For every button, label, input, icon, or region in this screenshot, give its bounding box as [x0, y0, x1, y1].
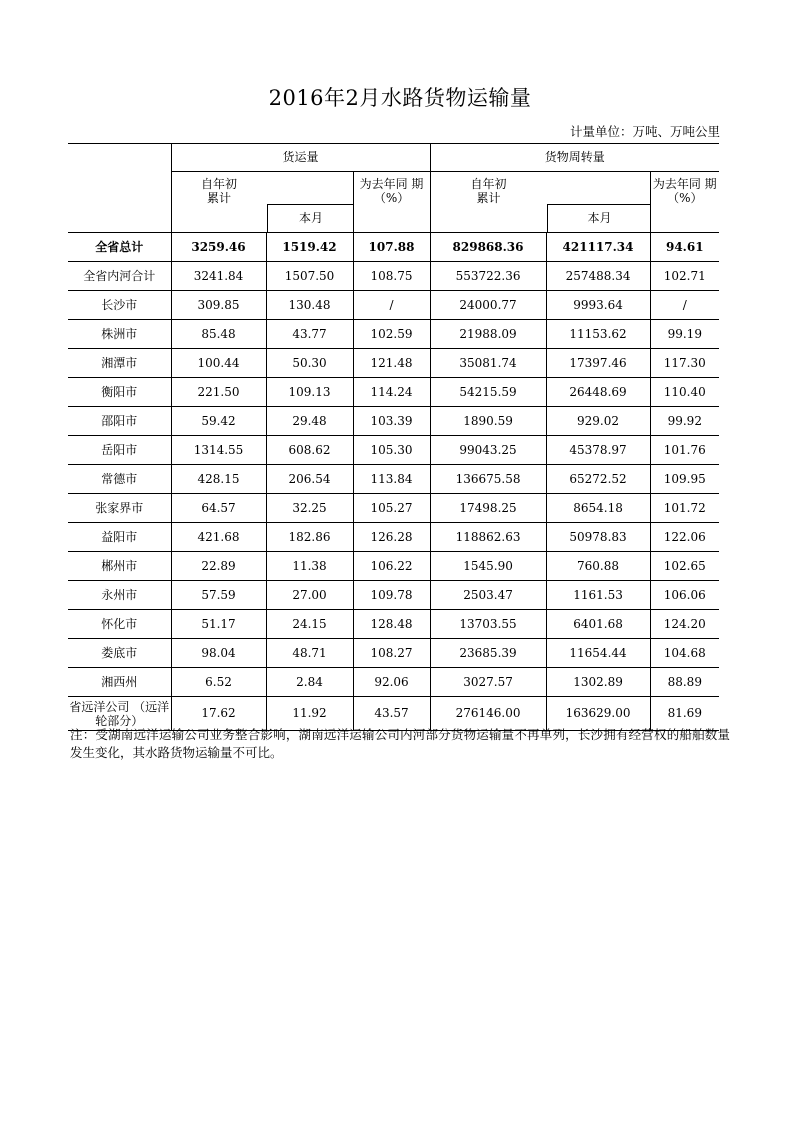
table-row [68, 407, 719, 436]
t-yoy-cell: 109.95 [650, 465, 719, 494]
t-ytd-cell: 35081.74 [430, 349, 546, 378]
t-ytd-cell: 276146.00 [430, 697, 546, 731]
t-ytd-cell: 13703.55 [430, 610, 546, 639]
fv-ytd-cell: 57.59 [171, 581, 266, 610]
fv-yoy-cell: 105.27 [353, 494, 430, 523]
fv-month-cell: 32.25 [266, 494, 353, 523]
table-row [68, 436, 719, 465]
t-month-cell: 17397.46 [546, 349, 650, 378]
t-month-cell: 760.88 [546, 552, 650, 581]
t-yoy-cell: 99.19 [650, 320, 719, 349]
region-cell: 衡阳市 [68, 378, 171, 407]
t-ytd-cell: 24000.77 [430, 291, 546, 320]
table-row [68, 320, 719, 349]
region-cell: 郴州市 [68, 552, 171, 581]
fv-yoy-cell: 126.28 [353, 523, 430, 552]
region-cell: 张家界市 [68, 494, 171, 523]
table-row [68, 581, 719, 610]
fv-yoy-cell: 103.39 [353, 407, 430, 436]
fv-yoy-cell: 128.48 [353, 610, 430, 639]
fv-month-cell: 50.30 [266, 349, 353, 378]
t-yoy-cell: 94.61 [650, 233, 719, 262]
header-freight-volume: 货运量 [171, 144, 430, 172]
header-fv-ytd [171, 172, 353, 233]
page-title: 2016年2月水路货物运输量 [268, 86, 532, 110]
footnote: 注：受湖南远洋运输公司业务整合影响，湖南远洋运输公司内河部分货物运输量不再单列，长沙拥有经营权的船舶数量发生变化，其水路货物运输量不可比。 [70, 727, 730, 760]
header-row-1 [68, 144, 719, 172]
t-month-cell: 50978.83 [546, 523, 650, 552]
t-month-cell: 163629.00 [546, 697, 650, 731]
region-cell: 全省总计 [68, 233, 171, 262]
t-ytd-cell: 1545.90 [430, 552, 546, 581]
table-row [68, 233, 719, 262]
fv-ytd-cell: 98.04 [171, 639, 266, 668]
fv-ytd-cell: 3259.46 [171, 233, 266, 262]
fv-ytd-cell: 428.15 [171, 465, 266, 494]
fv-month-cell: 2.84 [266, 668, 353, 697]
region-cell: 长沙市 [68, 291, 171, 320]
fv-yoy-cell: 107.88 [353, 233, 430, 262]
header-fv-ytd-label: 自年初 累计 [200, 177, 237, 205]
fv-ytd-cell: 85.48 [171, 320, 266, 349]
t-ytd-cell: 136675.58 [430, 465, 546, 494]
transport-table [68, 143, 719, 731]
region-cell: 邵阳市 [68, 407, 171, 436]
fv-yoy-cell: 113.84 [353, 465, 430, 494]
t-month-cell: 65272.52 [546, 465, 650, 494]
table-row [68, 465, 719, 494]
fv-ytd-cell: 1314.55 [171, 436, 266, 465]
region-cell: 娄底市 [68, 639, 171, 668]
header-fv-yoy: 为去年同 期（%） [353, 172, 430, 233]
fv-month-cell: 1519.42 [266, 233, 353, 262]
table-row [68, 668, 719, 697]
t-month-cell: 257488.34 [546, 262, 650, 291]
fv-yoy-cell: 105.30 [353, 436, 430, 465]
fv-ytd-cell: 59.42 [171, 407, 266, 436]
fv-ytd-cell: 309.85 [171, 291, 266, 320]
t-ytd-cell: 17498.25 [430, 494, 546, 523]
t-yoy-cell: 101.72 [650, 494, 719, 523]
fv-ytd-cell: 64.57 [171, 494, 266, 523]
fv-month-cell: 206.54 [266, 465, 353, 494]
table-row [68, 523, 719, 552]
fv-ytd-cell: 421.68 [171, 523, 266, 552]
t-yoy-cell: 88.89 [650, 668, 719, 697]
t-yoy-cell: 102.65 [650, 552, 719, 581]
header-t-ytd-label: 自年初 累计 [470, 177, 507, 205]
t-yoy-cell: 106.06 [650, 581, 719, 610]
table-row [68, 610, 719, 639]
t-month-cell: 1161.53 [546, 581, 650, 610]
header-t-ytd [430, 172, 650, 233]
region-cell: 常德市 [68, 465, 171, 494]
fv-month-cell: 27.00 [266, 581, 353, 610]
table-row [68, 262, 719, 291]
t-month-cell: 421117.34 [546, 233, 650, 262]
t-month-cell: 8654.18 [546, 494, 650, 523]
region-cell: 株洲市 [68, 320, 171, 349]
table-row [68, 639, 719, 668]
fv-month-cell: 182.86 [266, 523, 353, 552]
t-yoy-cell: 81.69 [650, 697, 719, 731]
fv-month-cell: 11.92 [266, 697, 353, 731]
header-turnover: 货物周转量 [430, 144, 719, 172]
fv-ytd-cell: 221.50 [171, 378, 266, 407]
t-ytd-cell: 553722.36 [430, 262, 546, 291]
table-row [68, 552, 719, 581]
t-yoy-cell: / [650, 291, 719, 320]
header-fv-month: 本月 [267, 204, 354, 232]
t-yoy-cell: 99.92 [650, 407, 719, 436]
table-row [68, 378, 719, 407]
fv-ytd-cell: 100.44 [171, 349, 266, 378]
fv-month-cell: 48.71 [266, 639, 353, 668]
fv-month-cell: 109.13 [266, 378, 353, 407]
t-month-cell: 11153.62 [546, 320, 650, 349]
header-t-yoy: 为去年同 期（%） [650, 172, 719, 233]
t-month-cell: 929.02 [546, 407, 650, 436]
fv-ytd-cell: 51.17 [171, 610, 266, 639]
t-ytd-cell: 21988.09 [430, 320, 546, 349]
t-month-cell: 11654.44 [546, 639, 650, 668]
fv-month-cell: 11.38 [266, 552, 353, 581]
fv-yoy-cell: 109.78 [353, 581, 430, 610]
t-ytd-cell: 1890.59 [430, 407, 546, 436]
fv-yoy-cell: 121.48 [353, 349, 430, 378]
fv-yoy-cell: 114.24 [353, 378, 430, 407]
table-row [68, 291, 719, 320]
t-yoy-cell: 122.06 [650, 523, 719, 552]
region-cell: 永州市 [68, 581, 171, 610]
fv-yoy-cell: 108.27 [353, 639, 430, 668]
fv-month-cell: 24.15 [266, 610, 353, 639]
table-row [68, 349, 719, 378]
fv-yoy-cell: 108.75 [353, 262, 430, 291]
fv-month-cell: 43.77 [266, 320, 353, 349]
t-month-cell: 26448.69 [546, 378, 650, 407]
region-cell: 湘西州 [68, 668, 171, 697]
t-month-cell: 45378.97 [546, 436, 650, 465]
fv-month-cell: 29.48 [266, 407, 353, 436]
t-ytd-cell: 2503.47 [430, 581, 546, 610]
fv-yoy-cell: / [353, 291, 430, 320]
t-ytd-cell: 118862.63 [430, 523, 546, 552]
region-cell: 全省内河合计 [68, 262, 171, 291]
fv-yoy-cell: 43.57 [353, 697, 430, 731]
fv-ytd-cell: 17.62 [171, 697, 266, 731]
t-yoy-cell: 124.20 [650, 610, 719, 639]
t-ytd-cell: 99043.25 [430, 436, 546, 465]
fv-ytd-cell: 22.89 [171, 552, 266, 581]
t-ytd-cell: 54215.59 [430, 378, 546, 407]
t-ytd-cell: 3027.57 [430, 668, 546, 697]
t-yoy-cell: 117.30 [650, 349, 719, 378]
t-ytd-cell: 23685.39 [430, 639, 546, 668]
fv-month-cell: 130.48 [266, 291, 353, 320]
fv-ytd-cell: 6.52 [171, 668, 266, 697]
t-yoy-cell: 101.76 [650, 436, 719, 465]
t-yoy-cell: 110.40 [650, 378, 719, 407]
fv-month-cell: 608.62 [266, 436, 353, 465]
region-cell: 湘潭市 [68, 349, 171, 378]
t-month-cell: 1302.89 [546, 668, 650, 697]
fv-ytd-cell: 3241.84 [171, 262, 266, 291]
t-yoy-cell: 104.68 [650, 639, 719, 668]
region-cell: 省远洋公司 （远洋轮部分） [68, 697, 171, 731]
region-cell: 怀化市 [68, 610, 171, 639]
fv-yoy-cell: 92.06 [353, 668, 430, 697]
unit-label: 计量单位：万吨、万吨公里 [569, 124, 720, 139]
t-ytd-cell: 829868.36 [430, 233, 546, 262]
fv-month-cell: 1507.50 [266, 262, 353, 291]
t-month-cell: 6401.68 [546, 610, 650, 639]
table-row [68, 494, 719, 523]
fv-yoy-cell: 106.22 [353, 552, 430, 581]
header-region-cell [68, 144, 171, 233]
t-month-cell: 9993.64 [546, 291, 650, 320]
region-cell: 岳阳市 [68, 436, 171, 465]
fv-yoy-cell: 102.59 [353, 320, 430, 349]
t-yoy-cell: 102.71 [650, 262, 719, 291]
region-cell: 益阳市 [68, 523, 171, 552]
header-t-month: 本月 [547, 204, 651, 232]
